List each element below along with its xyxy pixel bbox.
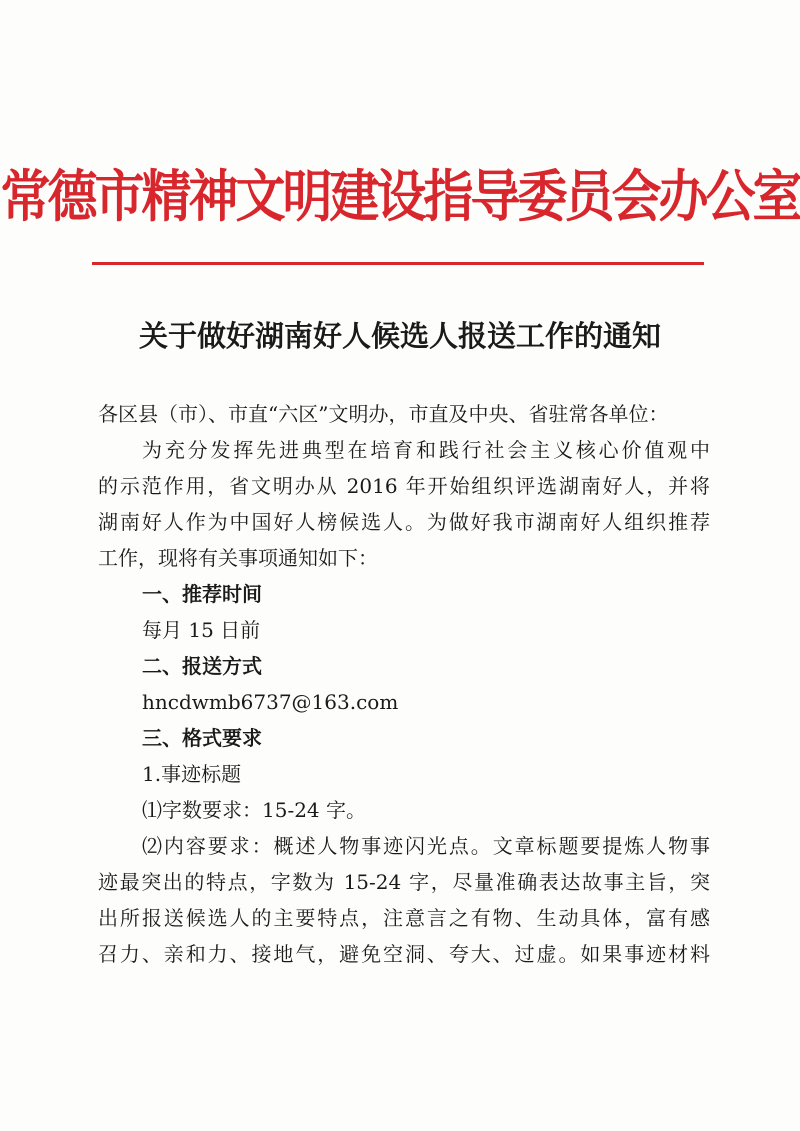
intro-line: 的示范作用，省文明办从 2016 年开始组织评选湖南好人，并将 <box>98 474 710 498</box>
item-content-line: ⑵内容要求：概述人物事迹闪光点。文章标题要提炼人物事 <box>142 834 710 858</box>
salutation: 各区县（市）、市直“六区”文明办，市直及中央、省驻常各单位： <box>98 402 669 426</box>
intro-line: 为充分发挥先进典型在培育和践行社会主义核心价值观中 <box>142 438 710 462</box>
letterhead-org-name: 常德市精神文明建设指导委员会办公室 <box>0 164 800 230</box>
section-heading-format: 三、格式要求 <box>142 726 262 750</box>
document-body <box>98 396 710 972</box>
section-content-email: hncdwmb6737@163.com <box>142 690 399 714</box>
item-content-line: 出所报送候选人的主要特点，注意言之有物、生动具体，富有感 <box>98 906 710 930</box>
item-word-count: ⑴字数要求：15-24 字。 <box>142 798 367 822</box>
item-content-line: 召力、亲和力、接地气，避免空洞、夸大、过虚。如果事迹材料 <box>98 942 710 966</box>
section-content-time: 每月 15 日前 <box>142 618 261 642</box>
subsection-heading-title: 1.事迹标题 <box>142 762 242 786</box>
section-heading-method: 二、报送方式 <box>142 654 262 678</box>
item-content-line: 迹最突出的特点，字数为 15-24 字，尽量准确表达故事主旨，突 <box>98 870 710 894</box>
intro-line: 湖南好人作为中国好人榜候选人。为做好我市湖南好人组织推荐 <box>98 510 710 534</box>
section-heading-time: 一、推荐时间 <box>142 582 262 606</box>
letterhead-red-rule <box>92 262 704 265</box>
intro-line: 工作，现将有关事项通知如下： <box>98 546 378 570</box>
document-title: 关于做好湖南好人候选人报送工作的通知 <box>138 319 661 353</box>
